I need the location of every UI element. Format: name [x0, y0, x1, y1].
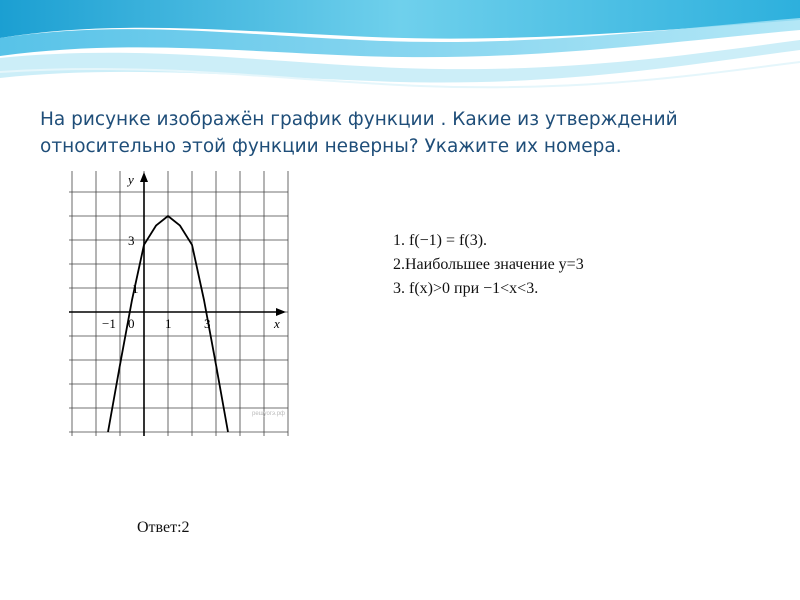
y-tick-label: 1 — [132, 281, 139, 296]
x-tick-label: −1 — [102, 316, 116, 331]
question-line-2: относительно этой функции неверны? Укажите их номера. — [40, 136, 622, 157]
y-axis-label: y — [128, 172, 134, 187]
x-tick-label: 0 — [128, 316, 135, 331]
statement-2: 2.Наибольшее значение y=3 — [393, 256, 584, 273]
function-graph — [64, 166, 294, 442]
decorative-wave-banner — [0, 0, 800, 100]
statement-3: 3. f(x)>0 при −1<x<3. — [393, 280, 539, 297]
question-line-1: На рисунке изображён график функции . Какие из утверждений — [40, 109, 678, 130]
x-axis-label: x — [274, 316, 280, 331]
statement-1: 1. f(−1) = f(3). — [393, 232, 488, 249]
answer-text: Ответ:2 — [137, 519, 190, 536]
y-tick-label: 3 — [128, 233, 135, 248]
watermark-text: решуогэ.рф — [252, 411, 285, 417]
x-tick-label: 1 — [165, 316, 172, 331]
question-text — [40, 106, 780, 160]
statements-list — [393, 229, 584, 301]
x-tick-label: 3 — [204, 316, 211, 331]
graph-background — [64, 166, 294, 442]
